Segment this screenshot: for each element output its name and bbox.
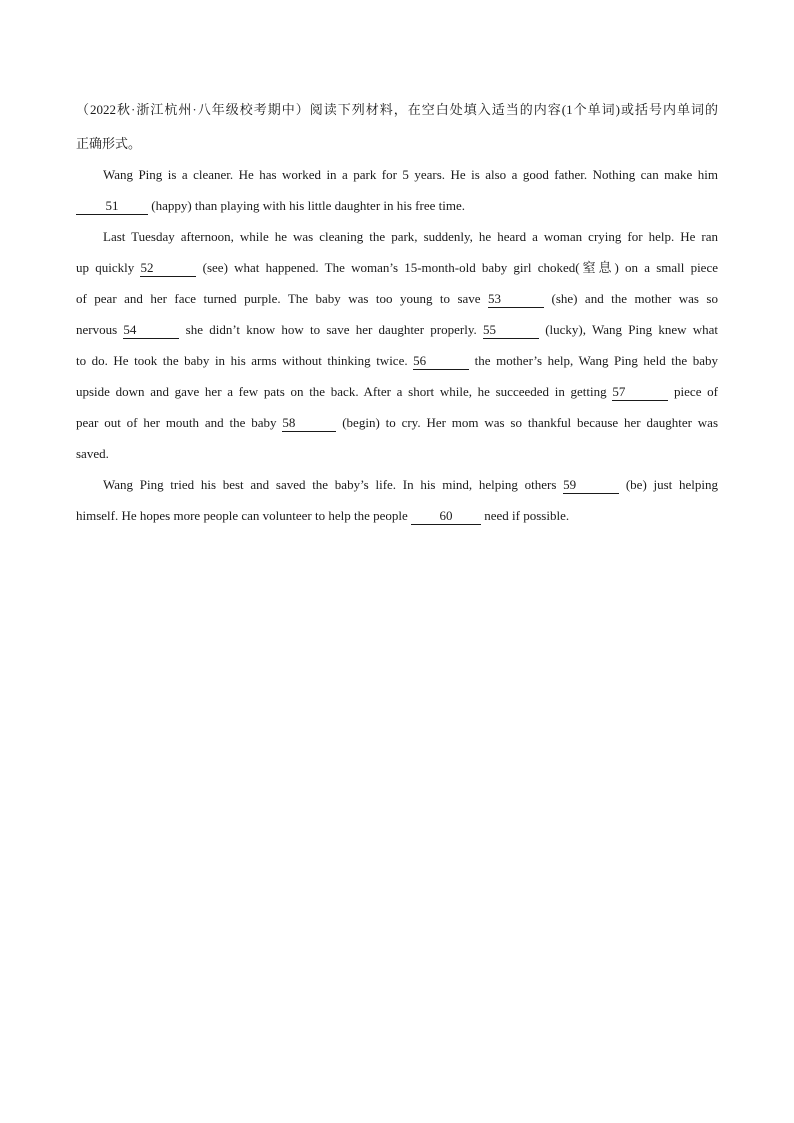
blank-54[interactable]: 54: [123, 322, 179, 339]
passage-text: up quickly: [76, 260, 141, 275]
paragraph-2-line-8: [76, 438, 718, 469]
paragraph-2-line-7: [76, 407, 718, 438]
passage-text: of pear and her face turned purple. The baby was too young to save: [76, 291, 489, 306]
paragraph-2-line-6: [76, 376, 718, 407]
passage-text: nervous: [76, 322, 124, 337]
blank-56[interactable]: 56: [413, 353, 469, 370]
instruction-text: 正确形式。: [76, 136, 142, 151]
passage-text: the mother’s help, Wang Ping held the baby: [469, 353, 718, 368]
passage-text: saved.: [76, 446, 109, 461]
passage-text: piece of: [668, 384, 718, 399]
blank-57[interactable]: 57: [612, 384, 668, 401]
passage-text: Last Tuesday afternoon, while he was cleaning the park, suddenly, he heard a woman crying for help. He ran: [103, 229, 718, 244]
passage-text: she didn’t know how to save her daughter properly.: [179, 322, 483, 337]
instruction-line-1: [76, 92, 718, 128]
passage-text: upside down and gave her a few pats on the back. After a short while, he succeeded in getting: [76, 384, 607, 399]
paragraph-3-line-2: [76, 500, 718, 531]
passage-text: (begin) to cry. Her mom was so thankful because her daughter was: [336, 415, 718, 430]
passage-text: (lucky), Wang Ping knew what: [538, 322, 718, 337]
instruction-text: （2022秋·浙江杭州·八年级校考期中）阅读下列材料，在空白处填入适当的内容(1个单词)或括号内单词的: [76, 102, 718, 117]
passage-text: (be) just helping: [619, 477, 718, 492]
blank-51[interactable]: 51: [76, 198, 148, 215]
blank-60[interactable]: 60: [411, 508, 481, 525]
passage-text: to do. He took the baby in his arms without thinking twice.: [76, 353, 414, 368]
blank-55[interactable]: 55: [483, 322, 539, 339]
paragraph-2-line-5: [76, 345, 718, 376]
paragraph-2-line-2: [76, 252, 718, 283]
paragraph-1-line-1: [76, 159, 718, 190]
document-page: [76, 92, 718, 531]
paragraph-2-line-1: [76, 221, 718, 252]
passage-text: Wang Ping tried his best and saved the baby’s life. In his mind, helping others: [103, 477, 564, 492]
blank-52[interactable]: 52: [140, 260, 196, 277]
blank-53[interactable]: 53: [488, 291, 544, 308]
paragraph-2-line-4: [76, 314, 718, 345]
passage-text: (happy) than playing with his little daughter in his free time.: [148, 198, 465, 213]
passage-text: (see) what happened. The woman’s 15-month-old baby girl choked(窒息) on a small piece: [196, 260, 718, 275]
passage-text: himself. He hopes more people can volunteer to help the people: [76, 508, 412, 523]
blank-58[interactable]: 58: [282, 415, 336, 432]
paragraph-2-line-3: [76, 283, 718, 314]
passage-text: need if possible.: [481, 508, 570, 523]
passage-text: Wang Ping is a cleaner. He has worked in a park for 5 years. He is also a good father. Nothing can make him: [103, 167, 718, 182]
paragraph-3-line-1: [76, 469, 718, 500]
passage-text: pear out of her mouth and the baby: [76, 415, 283, 430]
instruction-line-2: [76, 128, 718, 159]
passage-text: (she) and the mother was so: [544, 291, 718, 306]
paragraph-1-line-2: [76, 190, 718, 221]
blank-59[interactable]: 59: [563, 477, 619, 494]
